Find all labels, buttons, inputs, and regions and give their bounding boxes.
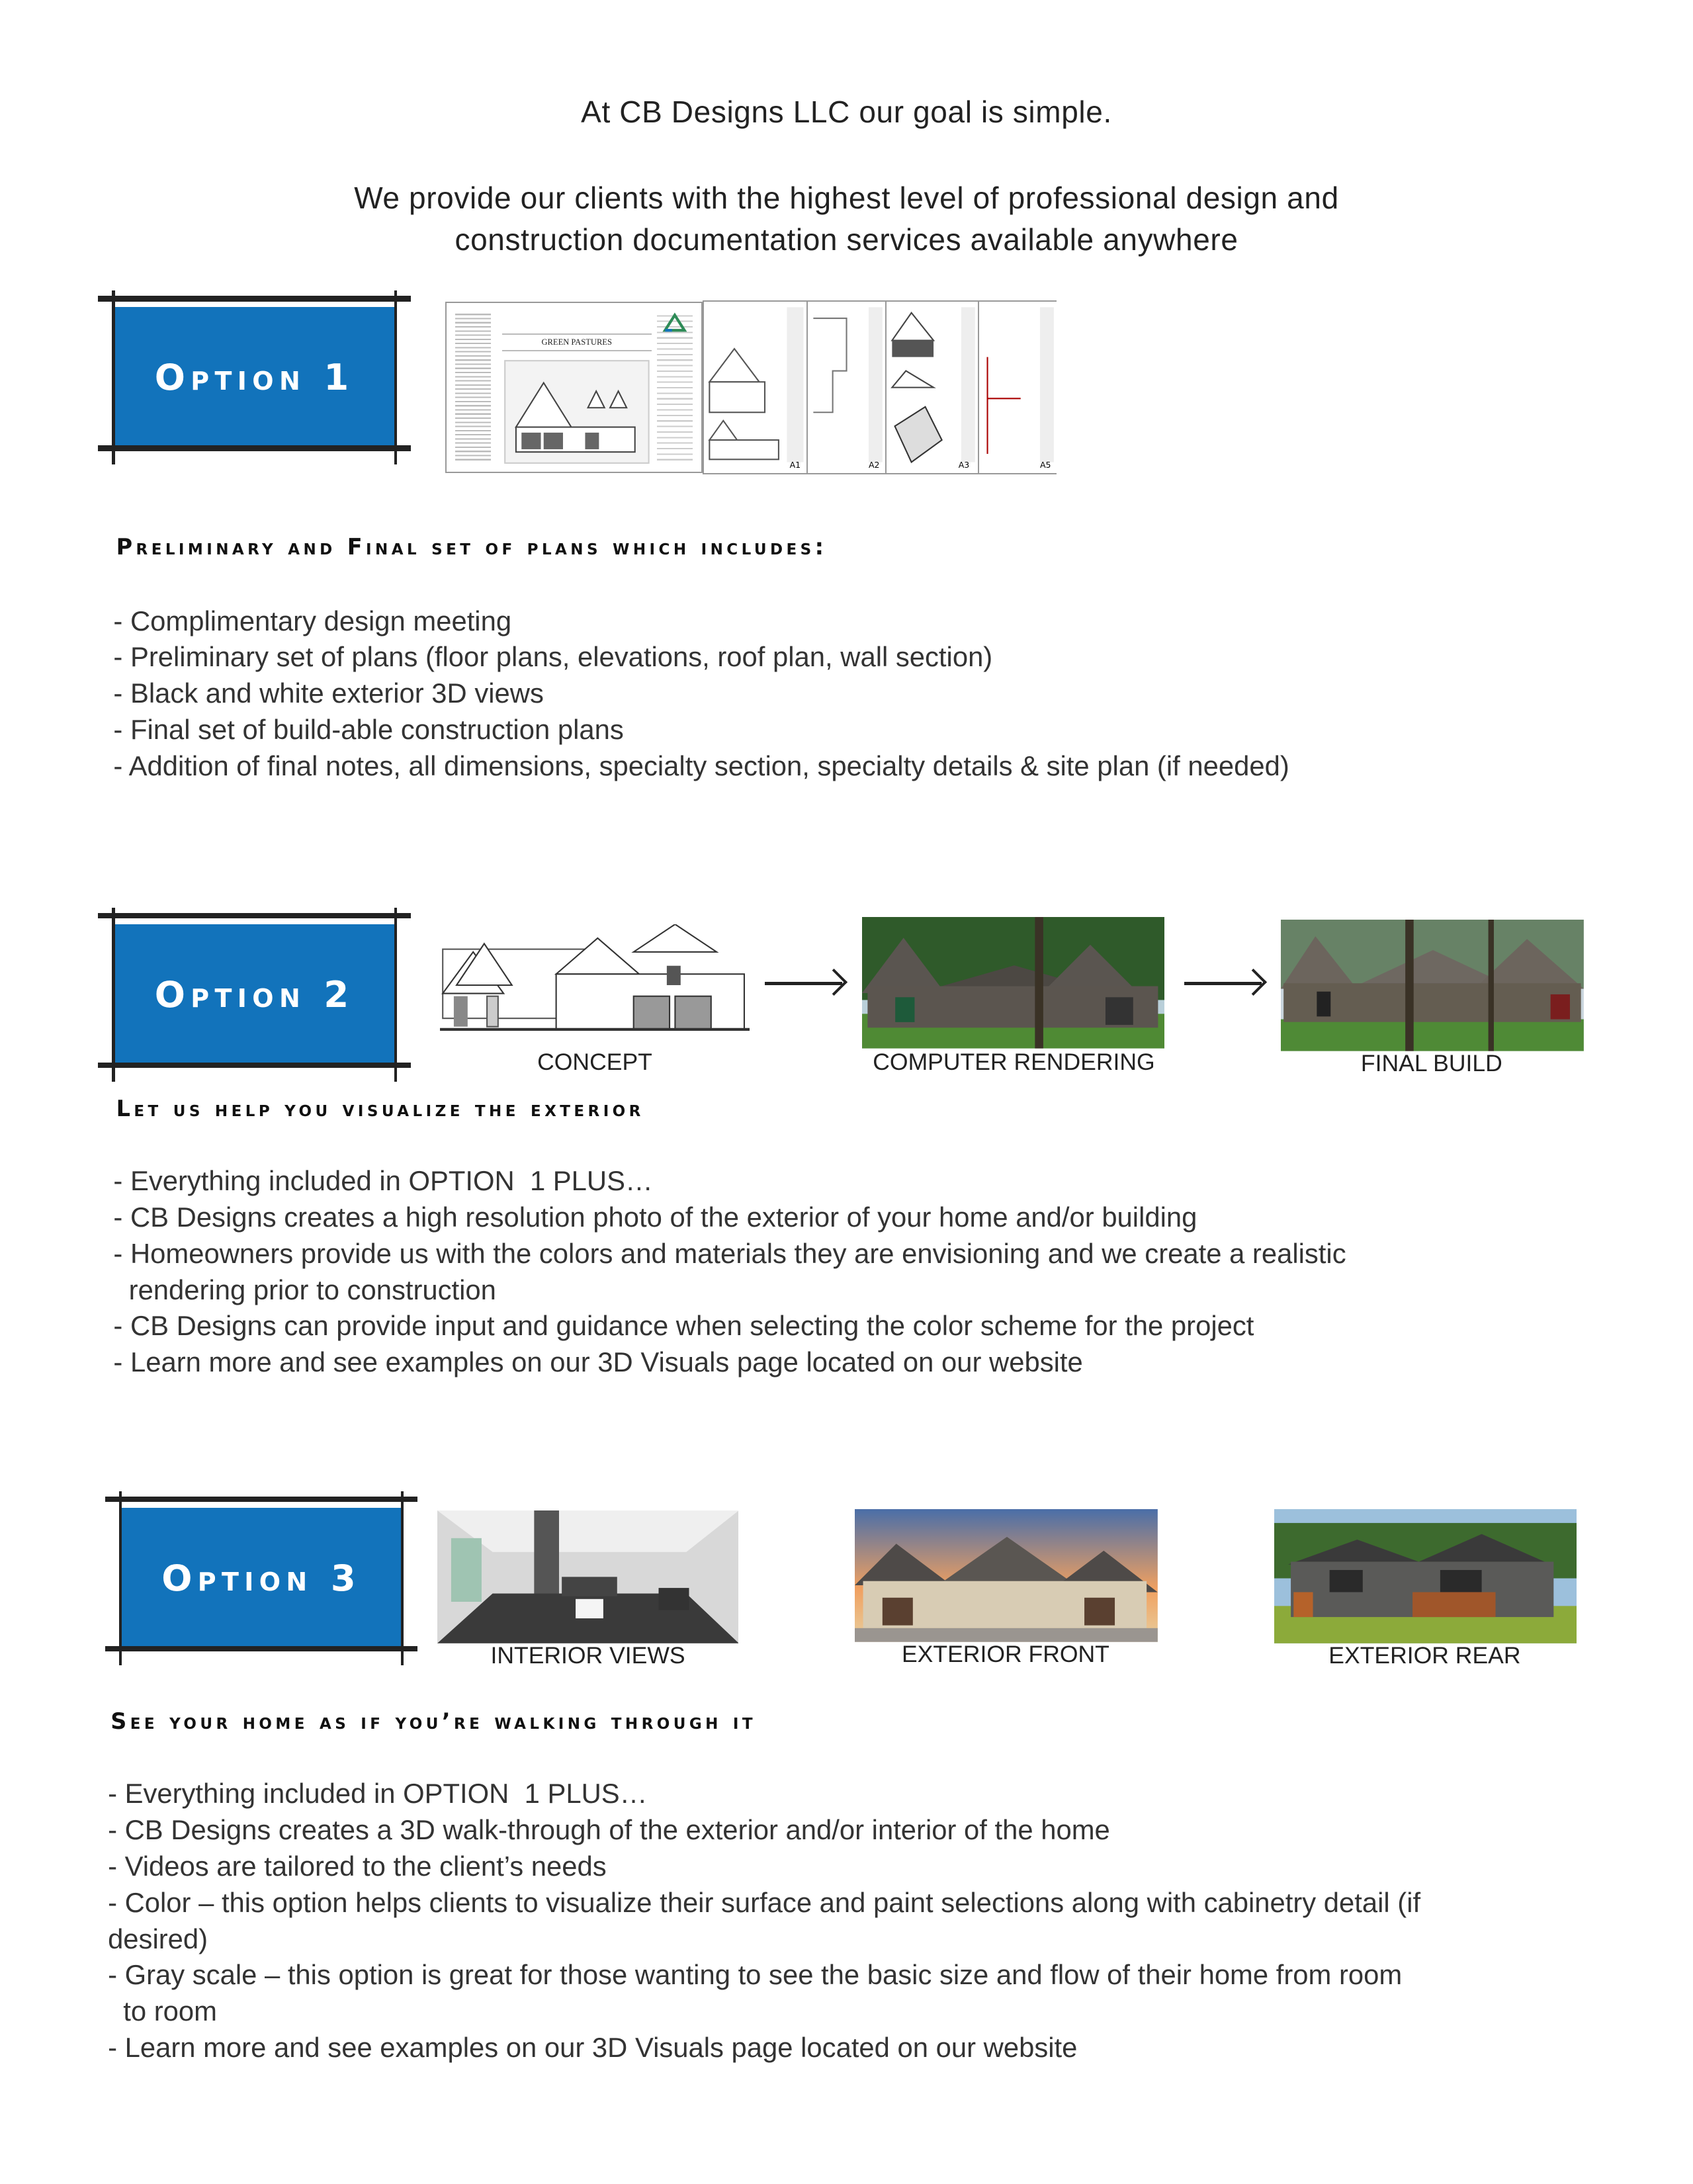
option-3-badge bbox=[105, 1497, 417, 1660]
list-item: - CB Designs creates a 3D walk-through of the exterior and/or interior of the home bbox=[108, 1814, 1110, 1846]
list-item: - Homeowners provide us with the colors and materials they are envisioning and we create a realistic bbox=[113, 1237, 1346, 1269]
intro-line-1: At CB Designs LLC our goal is simple. bbox=[581, 95, 1112, 130]
option-1-heading: Preliminary and Final set of plans which includes: bbox=[116, 534, 828, 560]
list-item: - Videos are tailored to the client’s needs bbox=[108, 1851, 607, 1882]
exterior-rear-render bbox=[1274, 1509, 1577, 1643]
svg-text:A5: A5 bbox=[1040, 459, 1051, 470]
caption-computer-rendering: COMPUTER RENDERING bbox=[873, 1048, 1155, 1075]
list-item: - Color – this option helps clients to visualize their surface and paint selections along with cabinetry detail (if bbox=[108, 1886, 1421, 1918]
list-item: - Everything included in OPTION 1 PLUS… bbox=[113, 1165, 653, 1197]
interior-view-image bbox=[437, 1510, 739, 1643]
plans-title: GREEN PASTURES bbox=[502, 333, 652, 351]
arrow-right-icon bbox=[765, 982, 842, 984]
arrow-right-icon bbox=[1184, 982, 1262, 984]
list-item: - CB Designs can provide input and guidance when selecting the color scheme for the project bbox=[113, 1310, 1254, 1342]
option-2-heading: Let us help you visualize the exterior bbox=[116, 1095, 644, 1121]
list-item: - Preliminary set of plans (floor plans, elevations, roof plan, wall section) bbox=[113, 641, 993, 673]
list-item: - Complimentary design meeting bbox=[113, 605, 512, 636]
list-item: - Everything included in OPTION 1 PLUS… bbox=[108, 1778, 648, 1810]
option-3-heading: See your home as if you’re walking through it bbox=[110, 1708, 757, 1734]
exterior-front-render bbox=[855, 1509, 1158, 1642]
intro-line-2: We provide our clients with the highest level of professional design and bbox=[354, 180, 1339, 215]
list-item: desired) bbox=[108, 1923, 208, 1954]
svg-text:A2: A2 bbox=[868, 459, 880, 470]
list-item: - Learn more and see examples on our 3D Visuals page located on our website bbox=[113, 1346, 1083, 1378]
list-item: - Final set of build-able construction plans bbox=[113, 713, 624, 745]
caption-exterior-rear: EXTERIOR REAR bbox=[1328, 1641, 1521, 1669]
list-item: rendering prior to construction bbox=[113, 1274, 496, 1305]
option-2-bullets bbox=[113, 1163, 1346, 1381]
concept-elevation-image bbox=[440, 924, 750, 1041]
list-item: - Black and white exterior 3D views bbox=[113, 677, 544, 709]
computer-rendering-image bbox=[862, 917, 1165, 1049]
list-item: - Gray scale – this option is great for those wanting to see the basic size and flow of their home from room bbox=[108, 1959, 1403, 1991]
option-3-label: Option 3 bbox=[161, 1557, 362, 1599]
list-item: - CB Designs creates a high resolution photo of the exterior of your home and/or building bbox=[113, 1201, 1197, 1233]
sheet-label-a1: A1 bbox=[789, 459, 801, 470]
svg-text:A3: A3 bbox=[958, 459, 970, 470]
option-1-bullets bbox=[113, 603, 1289, 785]
option-1-badge bbox=[98, 296, 410, 459]
caption-concept: CONCEPT bbox=[537, 1048, 652, 1075]
caption-interior-views: INTERIOR VIEWS bbox=[490, 1641, 685, 1669]
list-item: - Learn more and see examples on our 3D Visuals page located on our website bbox=[108, 2031, 1078, 2063]
caption-final-build: FINAL BUILD bbox=[1360, 1049, 1502, 1076]
final-build-photo bbox=[1281, 920, 1584, 1051]
list-item: - Addition of final notes, all dimensions, specialty section, specialty details & site plan (if needed) bbox=[113, 750, 1289, 781]
plan-set-thumbnails bbox=[445, 300, 1057, 474]
list-item: to room bbox=[108, 1995, 217, 2027]
option-2-label: Option 2 bbox=[154, 973, 355, 1016]
caption-exterior-front: EXTERIOR FRONT bbox=[901, 1640, 1109, 1667]
intro-line-3: construction documentation services available anywhere bbox=[455, 222, 1238, 257]
option-1-label: Option 1 bbox=[154, 357, 355, 399]
option-2-badge bbox=[98, 913, 410, 1076]
option-3-bullets bbox=[108, 1776, 1420, 2066]
